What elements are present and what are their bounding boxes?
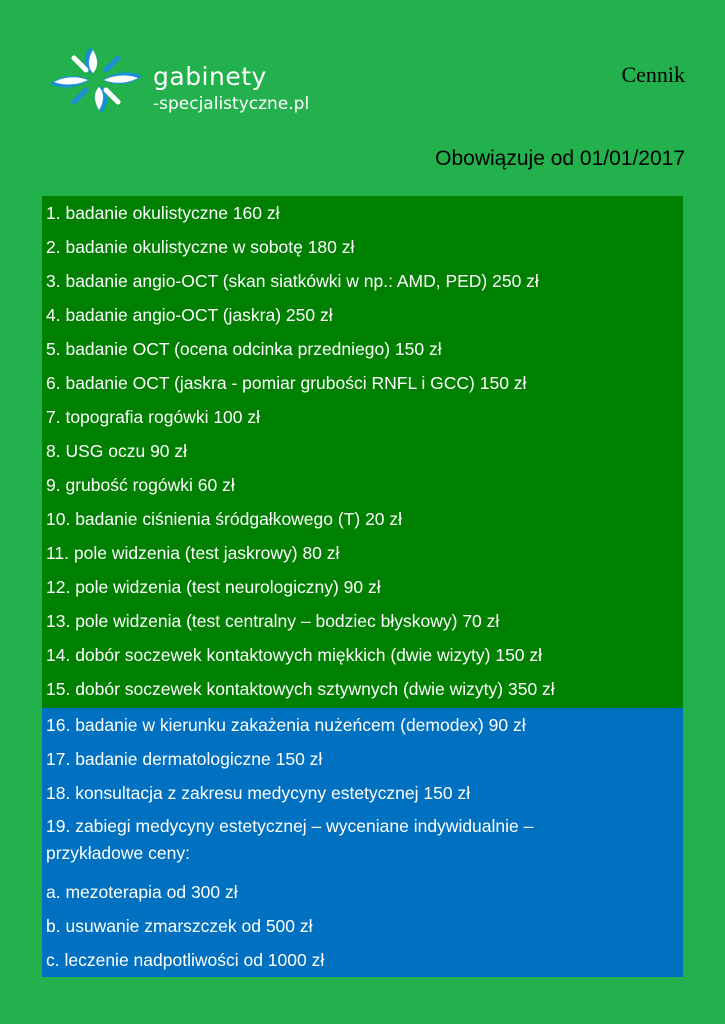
price-sub-item: a. mezoterapia od 300 zł — [46, 882, 238, 902]
price-item: 12. pole widzenia (test neurologiczny) 90 zł — [46, 577, 381, 597]
price-item: 6. badanie OCT (jaskra - pomiar grubości RNFL i GCC) 150 zł — [46, 373, 527, 393]
brand-subtitle: -specjalistyczne.pl — [153, 94, 310, 114]
price-item: 3. badanie angio-OCT (skan siatkówki w np.: AMD, PED) 250 zł — [46, 271, 539, 291]
price-item: 15. dobór soczewek kontaktowych sztywnych (dwie wizyty) 350 zł — [46, 679, 555, 699]
price-list — [42, 196, 683, 977]
price-item: 18. konsultacja z zakresu medycyny estetycznej 150 zł — [46, 783, 471, 803]
price-sub-item: b. usuwanie zmarszczek od 500 zł — [46, 916, 313, 936]
price-item: 16. badanie w kierunku zakażenia nużeńcem (demodex) 90 zł — [46, 715, 526, 735]
price-item: 1. badanie okulistyczne 160 zł — [46, 203, 280, 223]
price-item: 10. badanie ciśnienia śródgałkowego (T) 20 zł — [46, 509, 403, 529]
price-item: 19. zabiegi medycyny estetycznej – wyceniane indywidualnie – przykładowe ceny: — [46, 816, 534, 863]
price-item: 14. dobór soczewek kontaktowych miękkich (dwie wizyty) 150 zł — [46, 645, 543, 665]
price-item: 4. badanie angio-OCT (jaskra) 250 zł — [46, 305, 333, 325]
page-title: Cennik — [621, 62, 685, 87]
price-item: 11. pole widzenia (test jaskrowy) 80 zł — [46, 543, 340, 563]
ophthalmology-section — [42, 196, 683, 708]
cross-logo-icon — [46, 44, 146, 116]
price-item: 9. grubość rogówki 60 zł — [46, 475, 235, 495]
brand-logo — [46, 44, 336, 116]
effective-date: Obowiązuje od 01/01/2017 — [435, 147, 685, 170]
price-item: 17. badanie dermatologiczne 150 zł — [46, 749, 323, 769]
price-item: 7. topografia rogówki 100 zł — [46, 407, 261, 427]
price-item: 2. badanie okulistyczne w sobotę 180 zł — [46, 237, 355, 257]
brand-name: gabinety — [153, 62, 267, 91]
price-item: 5. badanie OCT (ocena odcinka przedniego) 150 zł — [46, 339, 442, 359]
price-item: 8. USG oczu 90 zł — [46, 441, 188, 461]
price-sub-item: c. leczenie nadpotliwości od 1000 zł — [46, 950, 325, 970]
price-item: 13. pole widzenia (test centralny – bodziec błyskowy) 70 zł — [46, 611, 500, 631]
dermatology-aesthetic-section — [42, 708, 683, 977]
